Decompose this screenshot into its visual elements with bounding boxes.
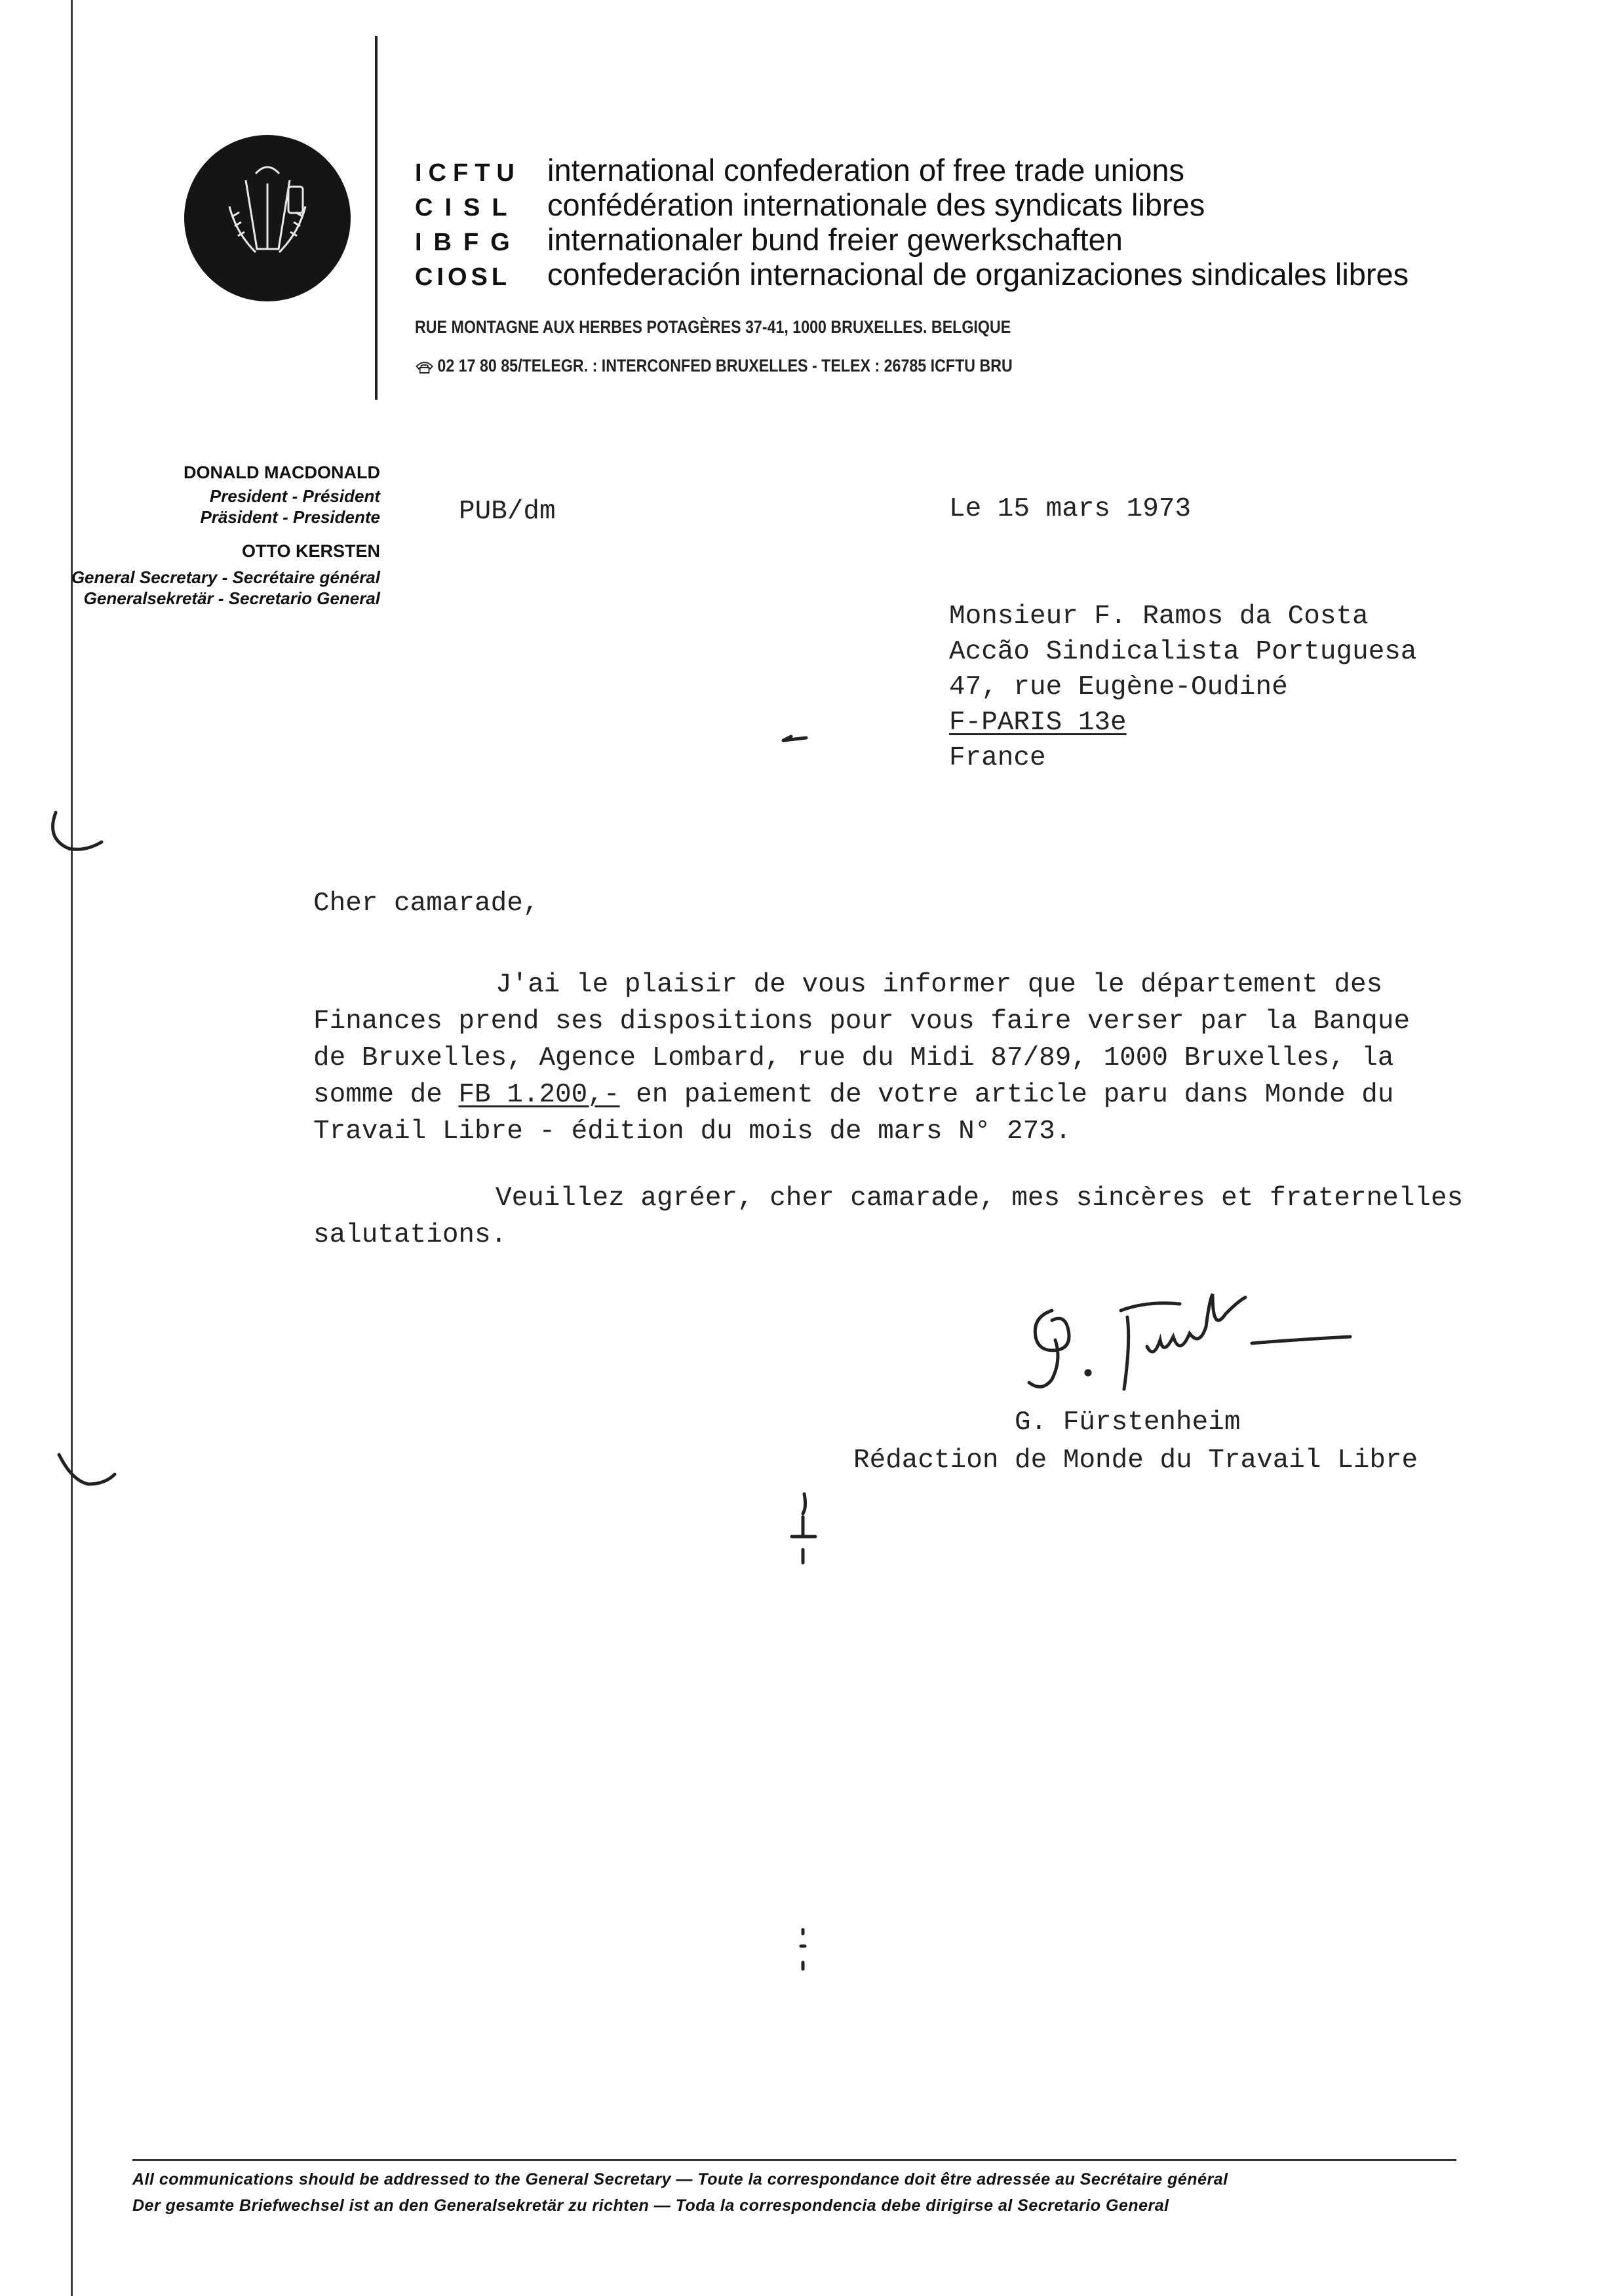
secretary-role-de-es: Generalsekretär - Secretario General [83,588,380,608]
footer-divider [132,2159,1456,2161]
closing-line: Veuillez agréer, cher camarade, mes sincères et fraternelles [496,1183,1464,1214]
org-name: confédération internationale des syndicats libres [547,187,1205,222]
org-name: international confederation of free trade unions [547,153,1184,187]
org-line-ibfg [415,221,1123,261]
recipient-organization: Accão Sindicalista Portuguesa [949,637,1417,667]
letterhead-telecom [415,356,1013,376]
stray-mark [787,1491,819,1576]
org-line-icftu [415,152,1184,191]
handwritten-signature [1016,1284,1396,1396]
reference: PUB/dm [459,497,556,527]
org-acronym: IBFG [415,229,522,256]
recipient-city: F-PARIS 13e [949,708,1127,738]
body-line: de Bruxelles, Agence Lombard, rue du Midi 87/89, 1000 Bruxelles, la [313,1043,1394,1073]
org-name: internationaler bund freier gewerkschaften [547,222,1123,257]
payment-amount: FB 1.200,- [458,1080,620,1110]
org-line-ciosl [415,256,1409,296]
telecom-text: 02 17 80 85/TELEGR. : INTERCONFED BRUXELLES - TELEX : 26785 ICFTU BRU [437,356,1013,375]
body-line: J'ai le plaisir de vous informer que le département des [496,970,1383,1000]
icftu-emblem-logo [184,134,351,302]
body-line [313,1080,1393,1110]
telephone-icon [415,360,434,374]
secretary-role-en-fr: General Secretary - Secrétaire général [71,567,380,587]
org-acronym: CIOSL [415,263,511,291]
org-acronym: ICFTU [415,159,521,187]
stray-mark [793,1926,813,1979]
punch-mark [46,1448,118,1501]
recipient-name: Monsieur F. Ramos da Costa [949,602,1369,632]
recipient-country: France [949,743,1046,773]
signer-title: Rédaction de Monde du Travail Libre [853,1445,1418,1476]
org-line-cisl [415,187,1205,226]
president-role-de-es: Präsident - Presidente [200,507,380,527]
letter-date: Le 15 mars 1973 [949,494,1192,524]
punch-mark [39,806,111,858]
body-line: Travail Libre - édition du mois de mars N° 273. [313,1117,1072,1147]
body-line: Finances prend ses dispositions pour vous faire verser par la Banque [313,1006,1411,1037]
salutation: Cher camarade, [313,889,539,919]
page-margin-rule [71,0,73,2296]
president-name: DONALD MACDONALD [184,463,380,482]
footer-line-2: Der gesamte Briefwechsel ist an den Generalsekretär zu richten — Toda la correspondencia debe dirigirse al Secretario General [132,2196,1169,2215]
secretary-name: OTTO KERSTEN [241,541,380,561]
body-text: en paiement de votre article paru dans Monde du [619,1080,1394,1110]
body-text: somme de [313,1080,459,1110]
letterhead-address: RUE MONTAGNE AUX HERBES POTAGÈRES 37-41, 1000 BRUXELLES. BELGIQUE [415,317,1011,337]
recipient-street: 47, rue Eugène-Oudiné [949,672,1288,702]
footer-line-1: All communications should be addressed to the General Secretary — Toute la correspondance doit être adressée au Secrétaire général [132,2170,1228,2189]
org-name: confederación internacional de organizaciones sindicales libres [547,257,1409,292]
letterhead-divider [375,36,378,400]
president-role-en-fr: President - Président [209,486,380,506]
org-acronym: CISL [415,194,519,221]
closing-line: salutations. [313,1220,507,1250]
signer-name: G. Fürstenheim [1015,1407,1241,1438]
stray-mark [780,731,813,750]
